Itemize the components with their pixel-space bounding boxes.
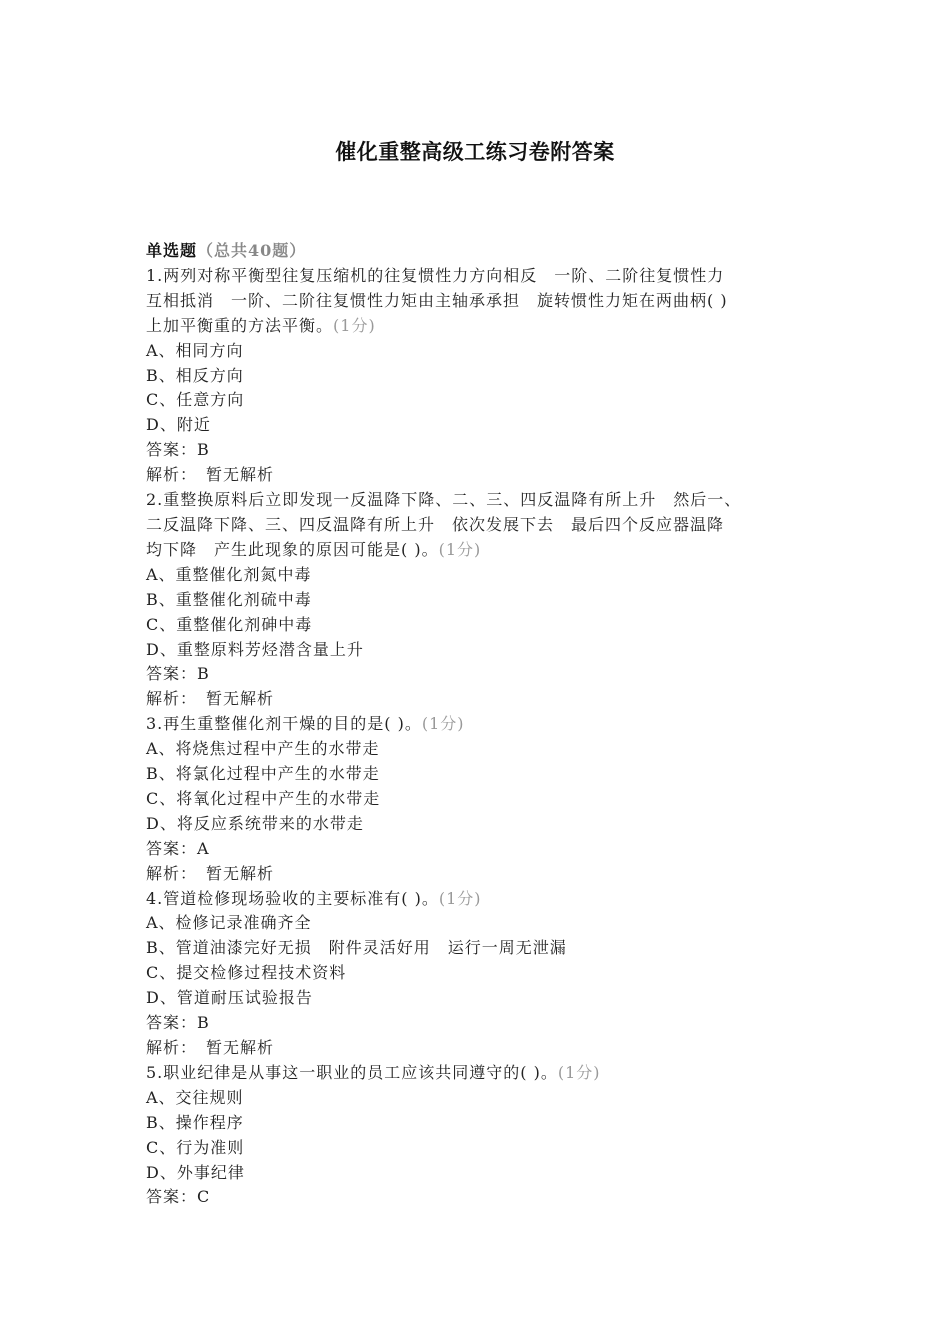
- option-b: B、重整催化剂硫中毒: [146, 589, 312, 609]
- answer: 答案：C: [146, 1187, 211, 1207]
- question-stem-line: 4.管道检修现场验收的主要标准有( )。: [146, 888, 439, 908]
- section-header: [146, 239, 816, 264]
- question-stem-line: 3.再生重整催化剂干燥的目的是( )。: [146, 714, 422, 734]
- question-stem-line: 二反温降下降、三、四反温降有所上升 依次发展下去 最后四个反应器温降: [146, 514, 725, 534]
- question-stem-line: 上加平衡重的方法平衡。: [146, 315, 334, 335]
- analysis: 解析： 暂无解析: [146, 689, 275, 709]
- answer: 答案：B: [146, 440, 210, 460]
- analysis: 解析： 暂无解析: [146, 1038, 275, 1057]
- section-count: （总共40题）: [197, 241, 307, 260]
- option-b: B、相反方向: [146, 365, 244, 385]
- option-b: B、将氯化过程中产生的水带走: [146, 764, 380, 784]
- document-title: 催化重整高级工练习卷附答案: [335, 139, 615, 164]
- question-5: [146, 1061, 816, 1210]
- option-d: D、管道耐压试验报告: [146, 988, 313, 1008]
- option-a: A、交往规则: [146, 1087, 244, 1107]
- option-b: B、操作程序: [146, 1112, 244, 1132]
- question-stem-line: 1.两列对称平衡型往复压缩机的往复惯性力方向相反 一阶、二阶往复惯性力: [146, 265, 725, 285]
- option-d: D、重整原料芳烃潜含量上升: [146, 639, 364, 659]
- question-score: (1分): [438, 888, 482, 908]
- analysis: 解析： 暂无解析: [146, 863, 275, 883]
- question-score: (1分): [421, 714, 465, 734]
- section-name: 单选题: [146, 241, 198, 260]
- option-c: C、行为准则: [146, 1137, 245, 1157]
- question-list: [146, 239, 816, 1210]
- option-c: C、任意方向: [146, 390, 245, 410]
- question-2: [146, 488, 816, 712]
- option-a: A、将烧焦过程中产生的水带走: [146, 739, 380, 759]
- answer: 答案：A: [146, 838, 210, 858]
- option-c: C、提交检修过程技术资料: [146, 963, 347, 983]
- question-4: [146, 887, 816, 1061]
- answer: 答案：B: [146, 1013, 210, 1033]
- question-stem-line: 5.职业纪律是从事这一职业的员工应该共同遵守的( )。: [146, 1062, 558, 1082]
- option-a: A、检修记录准确齐全: [146, 913, 312, 933]
- question-1: [146, 264, 816, 488]
- question-3: [146, 712, 816, 886]
- option-d: D、附近: [146, 415, 211, 435]
- question-stem-line: 2.重整换原料后立即发现一反温降下降、二、三、四反温降有所上升 然后一、: [146, 490, 742, 510]
- question-stem-line: 均下降 产生此现象的原因可能是( )。: [146, 539, 439, 559]
- question-stem-line: 互相抵消 一阶、二阶往复惯性力矩由主轴承承担 旋转惯性力矩在两曲柄( ): [146, 290, 728, 310]
- question-score: (1分): [438, 539, 482, 559]
- option-a: A、相同方向: [146, 340, 244, 360]
- option-b: B、管道油漆完好无损 附件灵活好用 运行一周无泄漏: [146, 938, 567, 958]
- option-c: C、将氧化过程中产生的水带走: [146, 788, 381, 808]
- question-score: (1分): [333, 315, 376, 335]
- option-a: A、重整催化剂氮中毒: [146, 564, 312, 584]
- question-score: (1分): [557, 1062, 601, 1082]
- option-d: D、将反应系统带来的水带走: [146, 813, 364, 833]
- answer: 答案：B: [146, 664, 210, 684]
- option-c: C、重整催化剂砷中毒: [146, 614, 313, 634]
- analysis: 解析： 暂无解析: [146, 465, 275, 485]
- option-d: D、外事纪律: [146, 1162, 245, 1182]
